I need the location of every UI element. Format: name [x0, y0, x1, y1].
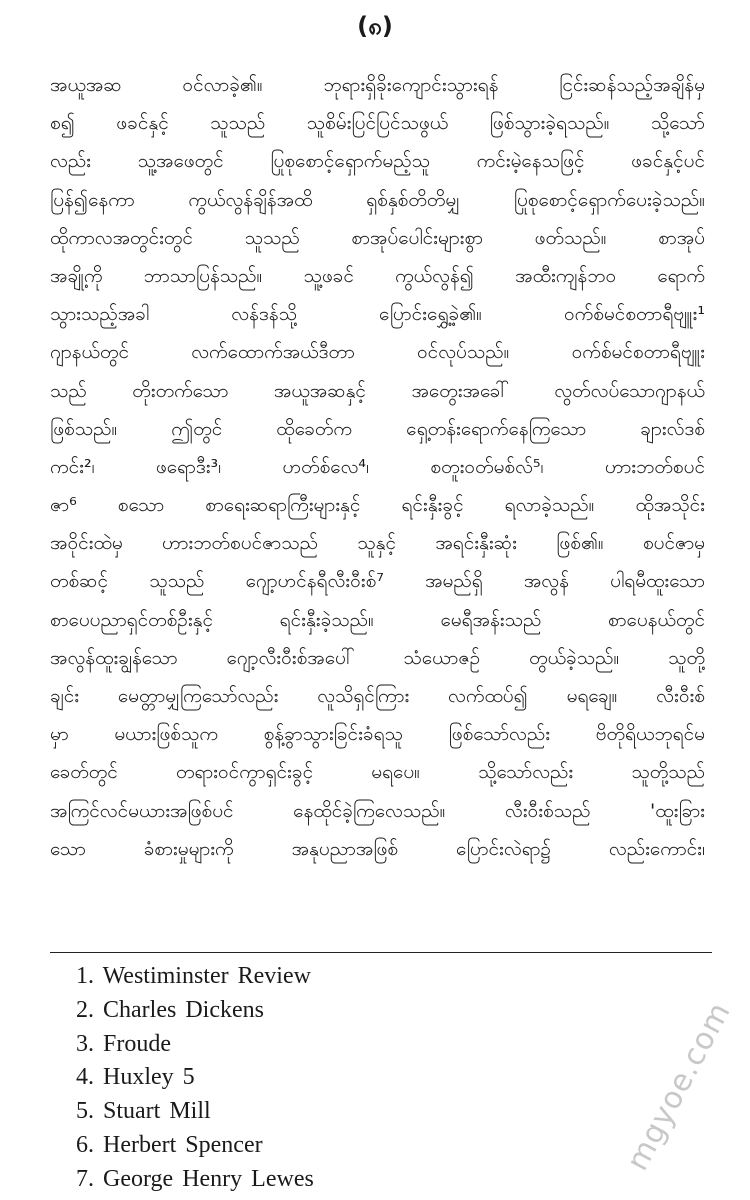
- text-line: ဂျာနယ်တွင် လက်ထောက်အယ်ဒီတာ ဝင်လုပ်သည်။ ဝက်စ်မင်စတာရီဗျူး: [50, 341, 705, 364]
- page-number: (၈): [357, 12, 393, 40]
- text-line: ပြန်၍နေကာ ကွယ်လွန်ချိန်အထိ ရှစ်နှစ်တိတိမျှ ပြုစုစောင့်ရှောက်ပေးခဲ့သည်။: [50, 188, 705, 211]
- text-line: အချို့ကို ဘာသာပြန်သည်။ သူ့ဖခင် ကွယ်လွန်၍ အထီးကျန်ဘဝ ရောက်: [50, 264, 705, 287]
- footnote-divider: [50, 952, 712, 953]
- text-line: အဝိုင်းထဲမှ ဟားဘတ်စပင်ဇာသည် သူနှင့် အရင်းနှီးဆုံး ဖြစ်၏။ စပင်ဇာမှ: [50, 532, 705, 555]
- text-line: ဇာ⁶ စသော စာရေးဆရာကြီးများနှင့် ရင်းနှီးခွင့် ရလာခဲ့သည်။ ထိုအသိုင်း: [50, 494, 705, 517]
- footnote-item: 6. Herbert Spencer: [76, 1131, 263, 1158]
- footnote-item: 1. Westiminster Review: [76, 963, 311, 989]
- text-line: ချင်း မေတ္တာမျှကြသော်လည်း လူသိရှင်ကြား လက်ထပ်၍ မရချေ။ လီးဝီးစ်: [50, 685, 705, 707]
- text-line: အလွန်ထူးချွန်သော ဂျော့လီးဝီးစ်အပေါ် သံယောဇဉ် တွယ်ခဲ့သည်။ သူတို့: [50, 646, 705, 669]
- footnote-item: 7. George Henry Lewes: [76, 1165, 314, 1192]
- body-text: [50, 66, 705, 868]
- watermark: mgyoe.com: [620, 996, 738, 1177]
- text-line: အကြင်လင်မယားအဖြစ်ပင် နေထိုင်ခဲ့ကြလေသည်။ လီးဝီးစ်သည် 'ထူးခြား: [50, 799, 705, 822]
- text-line: တစ်ဆင့် သူသည် ဂျော့ဟင်နရီလီးဝီးစ်⁷ အမည်ရှိ အလွန် ပါရမီထူးသော: [50, 570, 705, 593]
- text-line: စာပေပညာရှင်တစ်ဦးနှင့် ရင်းနှီးခဲ့သည်။ မေရီအန်းသည် စာပေနယ်တွင်: [50, 608, 705, 631]
- text-line: စ၍ ဖခင်နှင့် သူသည် သူစိမ်းပြင်ပြင်သဖွယ် ဖြစ်သွားခဲ့ရသည်။ သို့သော်: [50, 112, 705, 135]
- text-line: သော ခံစားမှုများကို အနုပညာအဖြစ် ပြောင်းလဲရာ၌ လည်းကောင်း၊: [50, 837, 705, 860]
- text-line: သည် တိုးတက်သော အယူအဆနှင့် အတွေးအခေါ် လွတ်လပ်သောဂျာနယ်: [50, 379, 705, 402]
- footnote-item: 4. Huxley 5: [76, 1064, 195, 1091]
- footnote-item: 5. Stuart Mill: [76, 1098, 211, 1125]
- text-line: သွားသည့်အခါ လန်ဒန်သို့ ပြောင်းရွှေ့ခဲ့၏။ ဝက်စ်မင်စတာရီဗျူး¹: [50, 303, 705, 326]
- footnote-item: 2. Charles Dickens: [76, 996, 264, 1023]
- footnote-item: 3. Froude: [76, 1030, 171, 1057]
- text-line: အယူအဆ ဝင်လာခဲ့၏။ ဘုရားရှိခိုးကျောင်းသွားရန် ငြင်းဆန်သည့်အချိန်မှ: [50, 74, 705, 96]
- text-line: လည်း သူ့အဖေတွင် ပြုစုစောင့်ရှောက်မည့်သူ ကင်းမဲ့နေသဖြင့် ဖခင်နှင့်ပင်: [50, 150, 705, 173]
- text-line: ဖြစ်သည်။ ဤတွင် ထိုခေတ်က ရှေ့တန်းရောက်နေကြသော ချားလ်ဒစ်: [50, 417, 705, 440]
- text-line: ထိုကာလအတွင်းတွင် သူသည် စာအုပ်ပေါင်းများစွာ ဖတ်သည်။ စာအုပ်: [50, 226, 705, 249]
- text-line: ကင်း²၊ ဖရောဒီး³၊ ဟတ်စ်လေ⁴၊ စတူးဝတ်မစ်လ်⁵၊ ဟားဘတ်စပင်: [50, 455, 705, 478]
- footnotes-list: [76, 960, 314, 1197]
- text-line: ခေတ်တွင် တရားဝင်ကွာရှင်းခွင့် မရပေ။ သို့သော်လည်း သူတို့သည်: [50, 761, 705, 784]
- text-line: မှာ မယားဖြစ်သူက စွန့်ခွာသွားခြင်းခံရသူ ဖြစ်သော်လည်း ဗိတိုရိယဘုရင်မ: [50, 723, 705, 746]
